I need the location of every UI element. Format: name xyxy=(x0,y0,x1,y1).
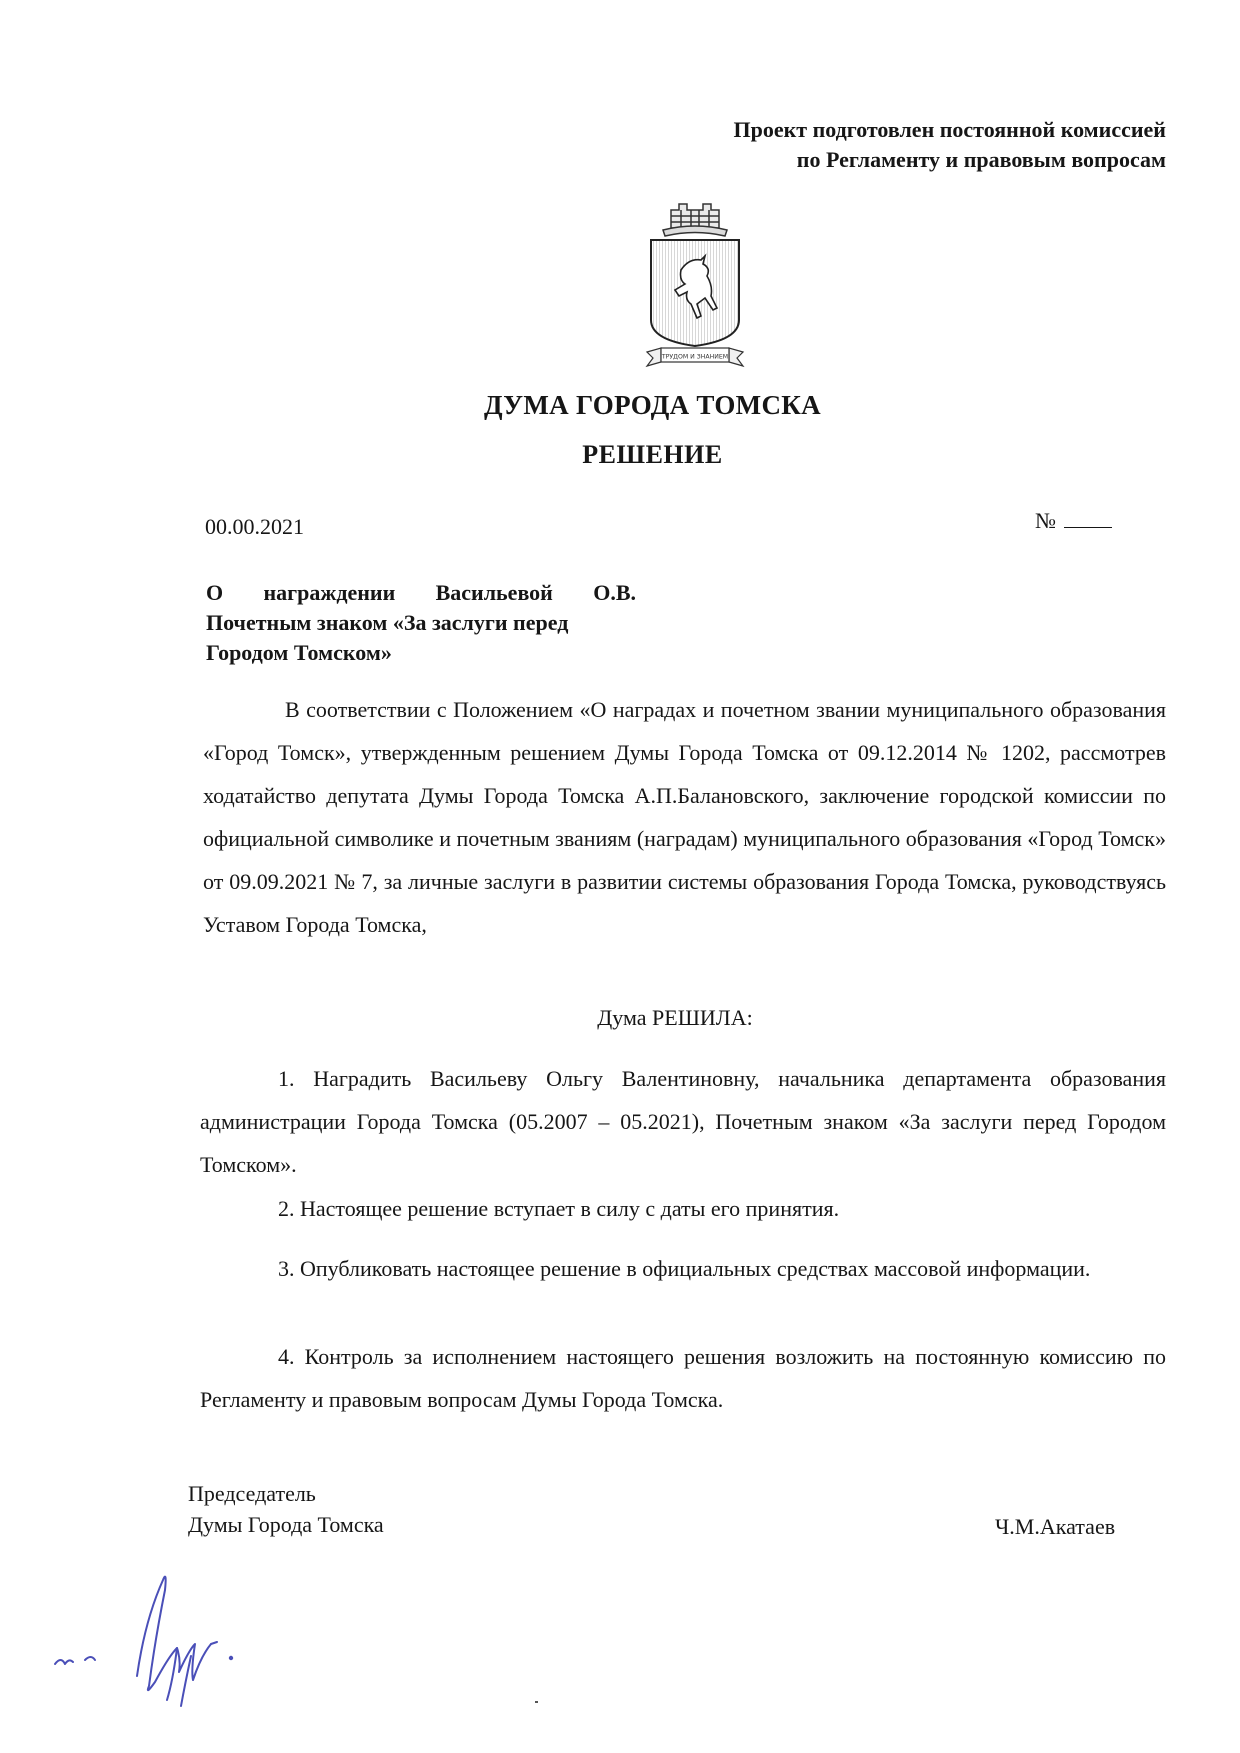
subject-word: О xyxy=(206,580,224,605)
tomsk-coat-of-arms-icon xyxy=(641,200,749,375)
number-blank xyxy=(1064,507,1112,528)
prepared-line-2: по Регламенту и правовым вопросам xyxy=(796,147,1166,172)
prepared-line-1: Проект подготовлен постоянной комиссией xyxy=(733,117,1166,142)
decision-item-3: 3. Опубликовать настоящее решение в официальных средствах массовой информации. xyxy=(278,1256,1091,1281)
ribbon-icon xyxy=(647,348,743,366)
subject-line-3: Городом Томском» xyxy=(206,640,392,665)
number-label: № xyxy=(1035,508,1056,533)
document-type: РЕШЕНИЕ xyxy=(582,440,723,469)
preamble-paragraph: В соответствии с Положением «О наградах и почетном звании муниципального образования «Город Томск», утвержденным решением Думы Города Томска от 09.12.2014 № 1202, рассмотрев ходатайство депутата Думы Города Томска А.П.Балановского, заключение городской комиссии по официальной символике и почетным званиям (наградам) муниципального образования «Город Томск» от 09.09.2021 № 7, за личные заслуги в развитии системы образования Города Томска, руководствуясь Уставом Города Томска, xyxy=(203,697,1166,937)
subject-line-2: Почетным знаком «За заслуги перед xyxy=(206,610,569,635)
decision-item-4: 4. Контроль за исполнением настоящего решения возложить на постоянную комиссию по Регламенту и правовым вопросам Думы Города Томска. xyxy=(200,1344,1166,1412)
document-subject xyxy=(206,578,636,668)
prepared-by-note xyxy=(733,115,1166,175)
decision-item-1: 1. Наградить Васильеву Ольгу Валентиновну, начальника департамента образования администрации Города Томска (05.2007 – 05.2021), Почетным знаком «За заслуги перед Городом Томском». xyxy=(200,1066,1166,1177)
crown-icon xyxy=(663,204,727,236)
decision-item-2: 2. Настоящее решение вступает в силу с даты его принятия. xyxy=(278,1196,840,1221)
ribbon-text: ТРУДОМ И ЗНАНИЕМ xyxy=(661,353,729,361)
resolved-heading: Дума РЕШИЛА: xyxy=(597,1005,753,1030)
council-name: ДУМА ГОРОДА ТОМСКА xyxy=(484,390,821,420)
document-date: 00.00.2021 xyxy=(205,514,304,539)
handwritten-signature-icon xyxy=(45,1560,255,1710)
subject-line-1 xyxy=(206,578,636,608)
scan-speck xyxy=(535,1701,538,1703)
subject-word: О.В. xyxy=(593,580,636,605)
chair-title-line-2: Думы Города Томска xyxy=(188,1512,384,1537)
document-number xyxy=(1035,507,1112,534)
subject-word: награждении xyxy=(263,580,396,605)
chair-title-line-1: Председатель xyxy=(188,1481,316,1506)
chair-name: Ч.М.Акатаев xyxy=(995,1514,1116,1539)
subject-word: Васильевой xyxy=(435,580,553,605)
chair-title xyxy=(188,1478,384,1540)
